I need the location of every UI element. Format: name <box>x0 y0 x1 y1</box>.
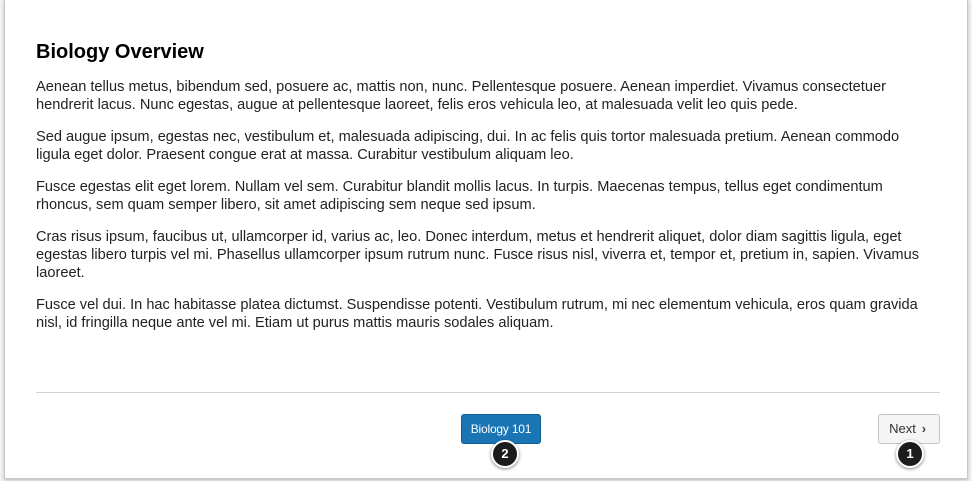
content-panel <box>4 0 968 479</box>
callout-badge-1: 1 <box>896 440 924 468</box>
paragraph-1: Aenean tellus metus, bibendum sed, posuere ac, mattis non, nunc. Pellentesque posuere. Aenean imperdiet. Vivamus consectetuer hendrerit lacus. Nunc egestas, augue at pellentesque laoreet, felis eros vehicula leo, at malesuada velit leo quis pede. <box>36 79 886 113</box>
page-title: Biology Overview <box>36 41 204 63</box>
paragraph-5: Fusce vel dui. In hac habitasse platea dictumst. Suspendisse potenti. Vestibulum rutrum, mi nec elementum vehicula, eros quam gravida nisl, id fringilla neque ante vel mi. Etiam ut purus mattis mauris sodales aliquam. <box>36 297 918 331</box>
paragraph-4: Cras risus ipsum, faucibus ut, ullamcorper id, varius ac, leo. Donec interdum, metus et hendrerit aliquet, dolor diam sagittis ligula, eget egestas libero turpis vel mi. Phasellus ullamcorper ipsum rutrum nunc. Fusce risus nisl, viverra et, tempor et, pretium in, sapien. Vivamus laoreet. <box>36 229 920 281</box>
chevron-right-icon: › <box>921 421 927 436</box>
page-content <box>36 40 936 346</box>
paragraph-2: Sed augue ipsum, egestas nec, vestibulum et, malesuada adipiscing, dui. In ac felis quis tortor malesuada pretium. Aenean commodo ligula eget dolor. Praesent congue erat at massa. Curabitur vestibulum aliquam leo. <box>36 129 900 163</box>
next-button-label: Next <box>889 421 916 436</box>
paragraph-3: Fusce egestas elit eget lorem. Nullam vel sem. Curabitur blandit mollis lacus. In turpis. Maecenas tempus, tellus eget condimentum rhoncus, sem quam semper libero, sit amet adipiscing sem neque sed ipsum. <box>36 179 883 213</box>
module-button[interactable]: Biology 101 <box>461 414 541 444</box>
callout-badge-2: 2 <box>491 440 519 468</box>
footer-divider <box>36 392 940 393</box>
